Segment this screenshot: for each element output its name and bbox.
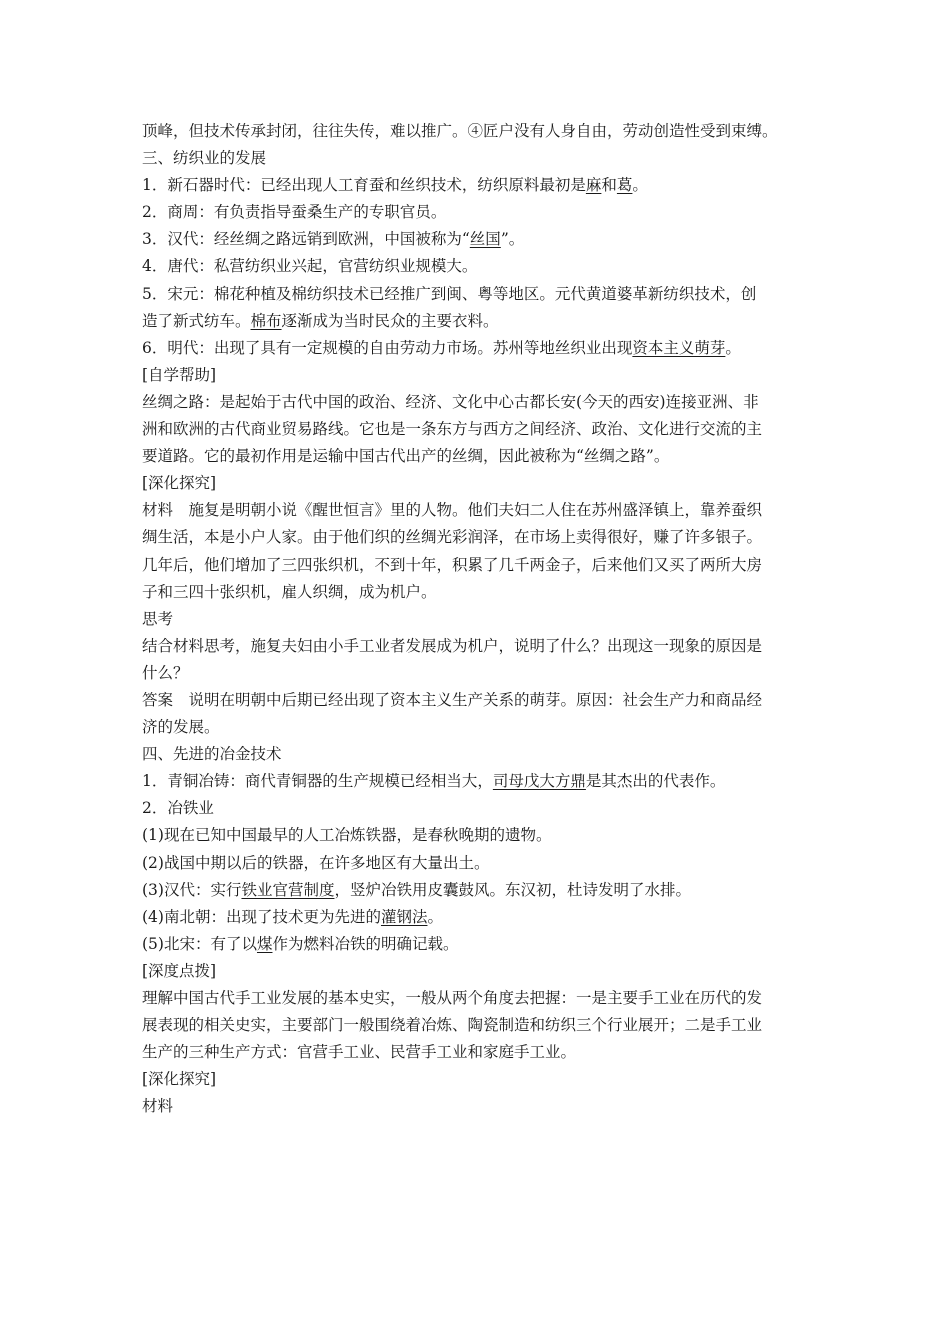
paragraph-line: 展表现的相关史实，主要部门一般围绕着冶炼、陶瓷制造和纺织三个行业展开；二是手工业: [142, 1016, 763, 1035]
bracket-heading: [深化探究]: [142, 474, 217, 493]
paragraph-line: (3)汉代：实行铁业官营制度，竖炉冶铁用皮囊鼓风。东汉初，杜诗发明了水排。: [142, 880, 691, 899]
paragraph-line: (1)现在已知中国最早的人工冶炼铁器，是春秋晚期的遗物。: [142, 826, 552, 845]
paragraph-line: 几年后，他们增加了三四张织机，不到十年，积累了几千两金子，后来他们又买了两所大房: [142, 555, 763, 574]
paragraph-line: 理解中国古代手工业发展的基本史实，一般从两个角度去把握：一是主要手工业在历代的发: [142, 989, 763, 1007]
underlined-term: 铁业官营制度: [241, 880, 335, 899]
underlined-term: 煤: [256, 934, 273, 953]
underlined-term: 葛: [616, 176, 633, 195]
paragraph-line: 洲和欧洲的古代商业贸易路线。它也是一条东方与西方之间经济、政治、文化进行交流的主: [142, 420, 763, 439]
sub-heading: 思考: [142, 609, 174, 628]
section-heading-metallurgy: 四、先进的冶金技术: [142, 745, 282, 764]
document-page: [142, 118, 832, 1120]
paragraph-line: 答案 说明在明朝中后期已经出现了资本主义生产关系的萌芽。原因：社会生产力和商品经: [142, 690, 763, 709]
paragraph-line: (2)战国中期以后的铁器，在许多地区有大量出土。: [142, 853, 490, 872]
underlined-term: 麻: [585, 176, 602, 195]
paragraph-line: 4．唐代：私营纺织业兴起，官营纺织业规模大。: [142, 257, 478, 276]
paragraph-line: 5．宋元：棉花种植及棉纺织技术已经推广到闽、粤等地区。元代黄道婆革新纺织技术，创: [142, 284, 757, 303]
bracket-heading: [深化探究]: [142, 1070, 217, 1089]
paragraph-line: (5)北宋：有了以煤作为燃料冶铁的明确记载。: [142, 934, 459, 953]
paragraph-line: 顶峰，但技术传承封闭，往往失传，难以推广。④匠户没有人身自由，劳动创造性受到束缚。: [142, 122, 778, 140]
paragraph-line: (4)南北朝：出现了技术更为先进的灌钢法。: [142, 907, 443, 926]
underlined-term: 司母戊大方鼎: [492, 772, 586, 791]
underlined-term: 资本主义萌芽: [632, 338, 726, 357]
paragraph-line: 3．汉代：经丝绸之路远销到欧洲，中国被称为“丝国”。: [142, 230, 525, 249]
paragraph-line: 要道路。它的最初作用是运输中国古代出产的丝绸，因此被称为“丝绸之路”。: [142, 447, 670, 466]
underlined-term: 棉布: [250, 311, 282, 330]
bracket-heading: [自学帮助]: [142, 365, 217, 384]
paragraph-line: 1．青铜冶铸：商代青铜器的生产规模已经相当大，司母戊大方鼎是其杰出的代表作。: [142, 772, 726, 791]
paragraph-line: 什么？: [142, 663, 189, 682]
paragraph-line: 生产的三种生产方式：官营手工业、民营手工业和家庭手工业。: [142, 1043, 577, 1062]
underlined-term: 丝国: [469, 230, 501, 249]
section-heading-textile: 三、纺织业的发展: [142, 149, 267, 168]
underlined-term: 灌钢法: [380, 907, 428, 926]
paragraph-line: 造了新式纺车。棉布逐渐成为当时民众的主要衣料。: [142, 311, 499, 330]
paragraph-line: 2．商周：有负责指导蚕桑生产的专职官员。: [142, 203, 447, 222]
paragraph-line: 材料: [142, 1097, 174, 1116]
paragraph-line: 济的发展。: [142, 718, 220, 737]
paragraph-line: 2．冶铁业: [142, 799, 214, 818]
bracket-heading: [深度点拨]: [142, 961, 217, 980]
paragraph-line: 6．明代：出现了具有一定规模的自由劳动力市场。苏州等地丝织业出现资本主义萌芽。: [142, 338, 741, 357]
paragraph-line: 1．新石器时代：已经出现人工育蚕和丝织技术，纺织原料最初是麻和葛。: [142, 176, 648, 195]
paragraph-line: 结合材料思考，施复夫妇由小手工业者发展成为机户，说明了什么？出现这一现象的原因是: [142, 636, 763, 655]
paragraph-line: 绸生活，本是小户人家。由于他们织的丝绸光彩润泽，在市场上卖得很好，赚了许多银子。: [142, 528, 763, 547]
paragraph-line: 丝绸之路：是起始于古代中国的政治、经济、文化中心古都长安(今天的西安)连接亚洲、非: [142, 392, 759, 411]
paragraph-line: 子和三四十张织机，雇人织绸，成为机户。: [142, 582, 437, 601]
paragraph-line: 材料 施复是明朝小说《醒世恒言》里的人物。他们夫妇二人住在苏州盛泽镇上，靠养蚕织: [142, 501, 763, 520]
